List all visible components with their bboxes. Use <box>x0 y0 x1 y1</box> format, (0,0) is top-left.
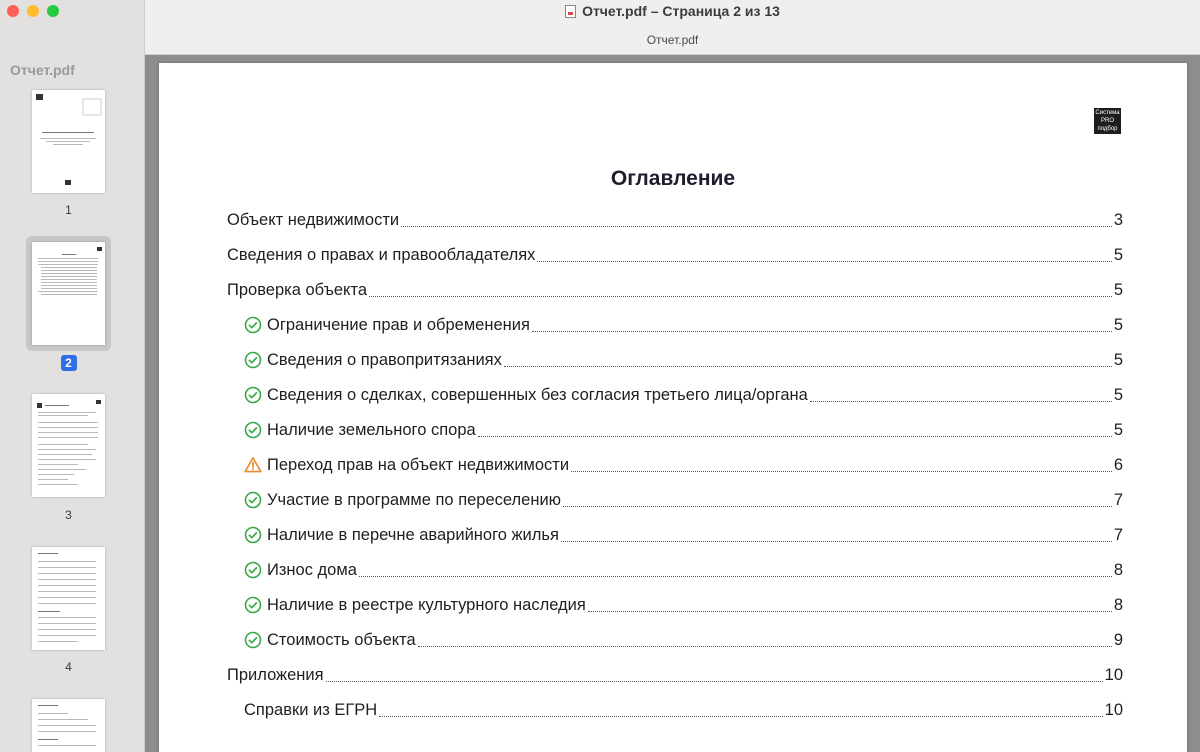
dot-leader <box>418 646 1112 647</box>
toc-entry-page: 7 <box>1113 525 1123 544</box>
toc-entry-page: 7 <box>1113 490 1123 509</box>
toc-entry[interactable] <box>244 380 1123 410</box>
page-thumbnail-5[interactable] <box>26 693 111 752</box>
toc-entry[interactable] <box>244 520 1123 550</box>
toc-entry[interactable] <box>227 660 1123 690</box>
toc-entry-label: Наличие земельного спора <box>267 420 476 439</box>
check-circle-icon <box>244 386 262 404</box>
page-number-label: 3 <box>65 508 72 522</box>
page-number-label-selected: 2 <box>26 355 111 371</box>
toc-entry-page: 5 <box>1113 385 1123 404</box>
toc-entry[interactable] <box>244 345 1123 375</box>
check-circle-icon <box>244 596 262 614</box>
toc-entry-label: Наличие в реестре культурного наследия <box>267 595 586 614</box>
toc-entry-page: 5 <box>1113 420 1123 439</box>
toc-entry-page: 8 <box>1113 595 1123 614</box>
toc-entry-label: Стоимость объекта <box>267 630 416 649</box>
dot-leader <box>571 471 1112 472</box>
toc-entry[interactable] <box>227 205 1123 235</box>
toc-entry[interactable] <box>244 415 1123 445</box>
dot-leader <box>537 261 1111 262</box>
page-number-label: 4 <box>65 660 72 674</box>
toc-entry-label: Сведения о сделках, совершенных без согласия третьего лица/органа <box>267 385 808 404</box>
toc-entry[interactable] <box>244 555 1123 585</box>
toc-entry-label: Переход прав на объект недвижимости <box>267 455 570 474</box>
toc-entry-label: Приложения <box>227 665 324 684</box>
window-title: Отчет.pdf – Страница 2 из 13 <box>145 3 1200 19</box>
dot-leader <box>359 576 1112 577</box>
check-circle-icon <box>244 491 262 509</box>
toc-entry-page: 9 <box>1113 630 1123 649</box>
page-thumbnail-3[interactable] <box>26 388 111 503</box>
dot-leader <box>561 541 1112 542</box>
toc-entry[interactable] <box>244 310 1123 340</box>
page-thumbnail-image <box>32 242 105 345</box>
page-thumbnail-image <box>32 699 105 752</box>
toc-entry[interactable] <box>227 275 1123 305</box>
toc-entry-label: Ограничение прав и обременения <box>267 315 530 334</box>
toc-entry-label: Сведения о правах и правообладателях <box>227 245 536 264</box>
minimize-button[interactable] <box>27 5 39 17</box>
toc-entry-page: 5 <box>1113 245 1123 264</box>
dot-leader <box>504 366 1112 367</box>
page-thumbnail-1[interactable] <box>26 84 111 199</box>
toc-entry[interactable] <box>244 450 1123 480</box>
toc-entry-page: 6 <box>1113 455 1123 474</box>
dot-leader <box>810 401 1112 402</box>
toc-entry-label: Участие в программе по переселению <box>267 490 562 509</box>
document-viewer[interactable] <box>145 55 1200 752</box>
toc-entry-page: 10 <box>1104 700 1123 719</box>
dot-leader <box>532 331 1112 332</box>
warning-triangle-icon <box>244 456 262 474</box>
toc-entry-page: 5 <box>1113 315 1123 334</box>
sidebar-document-title: Отчет.pdf <box>10 62 75 78</box>
toc-entry[interactable] <box>227 240 1123 270</box>
dot-leader <box>379 716 1102 717</box>
close-button[interactable] <box>7 5 19 17</box>
dot-leader <box>326 681 1103 682</box>
toc-entry-label: Справки из ЕГРН <box>244 700 378 719</box>
toc-heading: Оглавление <box>610 167 736 190</box>
title-bar <box>145 0 1200 55</box>
document-tab[interactable]: Отчет.pdf <box>646 33 699 47</box>
pdf-file-icon <box>565 5 576 18</box>
window-controls <box>7 5 59 17</box>
zoom-button[interactable] <box>47 5 59 17</box>
pdf-page <box>159 63 1187 752</box>
toc-entry-page: 8 <box>1113 560 1123 579</box>
toc-entry-page: 10 <box>1104 665 1123 684</box>
toc-entry-label: Износ дома <box>267 560 357 579</box>
toc-entry-label: Объект недвижимости <box>227 210 400 229</box>
toc-entry-label: Проверка объекта <box>227 280 368 299</box>
dot-leader <box>401 226 1112 227</box>
toc-entry-page: 5 <box>1113 350 1123 369</box>
thumbnail-sidebar <box>0 0 145 752</box>
toc-entry-label: Наличие в перечне аварийного жилья <box>267 525 559 544</box>
toc-entry[interactable] <box>244 590 1123 620</box>
dot-leader <box>563 506 1112 507</box>
check-circle-icon <box>244 351 262 369</box>
toc-entry[interactable] <box>244 625 1123 655</box>
check-circle-icon <box>244 631 262 649</box>
dot-leader <box>588 611 1112 612</box>
page-thumbnail-4[interactable] <box>26 541 111 656</box>
page-thumbnail-image <box>32 547 105 650</box>
dot-leader <box>369 296 1112 297</box>
check-circle-icon <box>244 526 262 544</box>
toc-entry-page: 3 <box>1113 210 1123 229</box>
page-thumbnail-2[interactable] <box>26 236 111 351</box>
toc-entry-page: 5 <box>1113 280 1123 299</box>
page-thumbnail-image <box>32 394 105 497</box>
toc-entry[interactable] <box>244 695 1123 725</box>
check-circle-icon <box>244 316 262 334</box>
check-circle-icon <box>244 421 262 439</box>
check-circle-icon <box>244 561 262 579</box>
toc-entry[interactable] <box>244 485 1123 515</box>
page-thumbnail-image <box>32 90 105 193</box>
brand-logo: Система PRO подбор <box>1095 110 1120 132</box>
dot-leader <box>478 436 1112 437</box>
page-number-label: 1 <box>65 203 72 217</box>
toc-entry-label: Сведения о правопритязаниях <box>267 350 502 369</box>
